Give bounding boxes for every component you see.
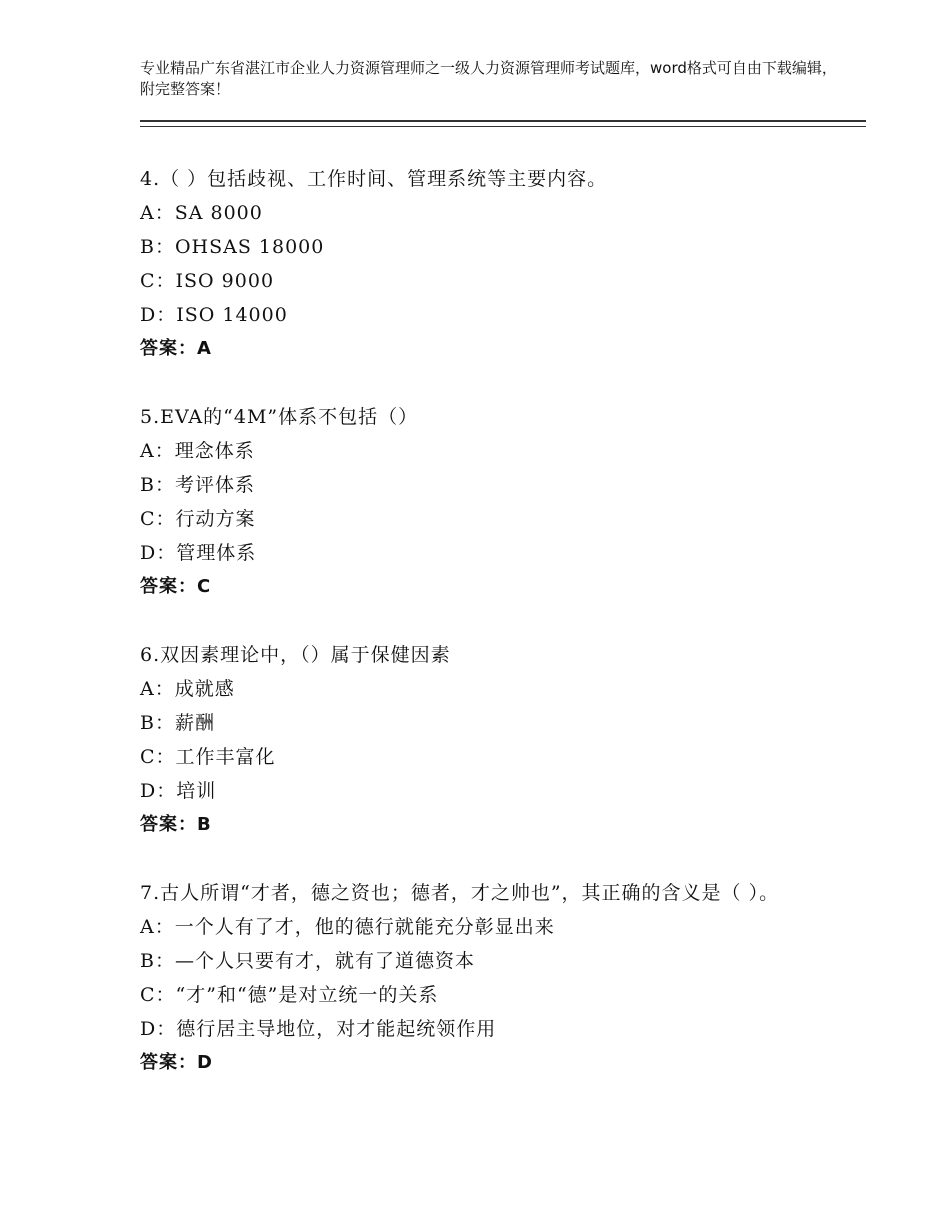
option-b: B：OHSAS 18000 (140, 236, 325, 258)
question-list (140, 162, 840, 1114)
option-d: D：管理体系 (140, 542, 257, 564)
answer-label: 答案：B (140, 814, 212, 835)
option-a: A：SA 8000 (140, 202, 263, 224)
option-b: B：薪酬 (140, 712, 215, 734)
question-stem: 5.EVA的“4M”体系不包括（） (140, 406, 419, 428)
option-c: C：工作丰富化 (140, 746, 276, 768)
option-a: A：一个人有了才，他的德行就能充分彰显出来 (140, 916, 555, 938)
question-5 (140, 400, 840, 604)
answer-label: 答案：C (140, 576, 212, 597)
option-d: D：培训 (140, 780, 217, 802)
option-a: A：理念体系 (140, 440, 255, 462)
answer-label: 答案：D (140, 1052, 213, 1073)
option-b: B：—个人只要有才，就有了道德资本 (140, 950, 475, 972)
question-stem: 7.古人所谓“才者，德之资也；德者，才之帅也”，其正确的含义是（ ）。 (140, 882, 780, 904)
option-d: D：ISO 14000 (140, 304, 288, 326)
question-6 (140, 638, 840, 842)
option-d: D：德行居主导地位，对才能起统领作用 (140, 1018, 497, 1040)
question-7 (140, 876, 840, 1080)
document-header (140, 58, 840, 100)
option-c: C：“才”和“德”是对立统一的关系 (140, 984, 439, 1006)
option-b: B：考评体系 (140, 474, 255, 496)
answer-label: 答案：A (140, 338, 212, 359)
question-stem: 6.双因素理论中，（）属于保健因素 (140, 644, 451, 666)
option-a: A：成就感 (140, 678, 235, 700)
question-4 (140, 162, 840, 366)
header-divider (140, 120, 866, 127)
option-c: C：行动方案 (140, 508, 256, 530)
document-title: 专业精品广东省湛江市企业人力资源管理师之一级人力资源管理师考试题库，word格式可自由下载编辑，附完整答案！ (140, 59, 837, 98)
option-c: C：ISO 9000 (140, 270, 275, 292)
question-stem: 4.（ ）包括歧视、工作时间、管理系统等主要内容。 (140, 168, 608, 190)
